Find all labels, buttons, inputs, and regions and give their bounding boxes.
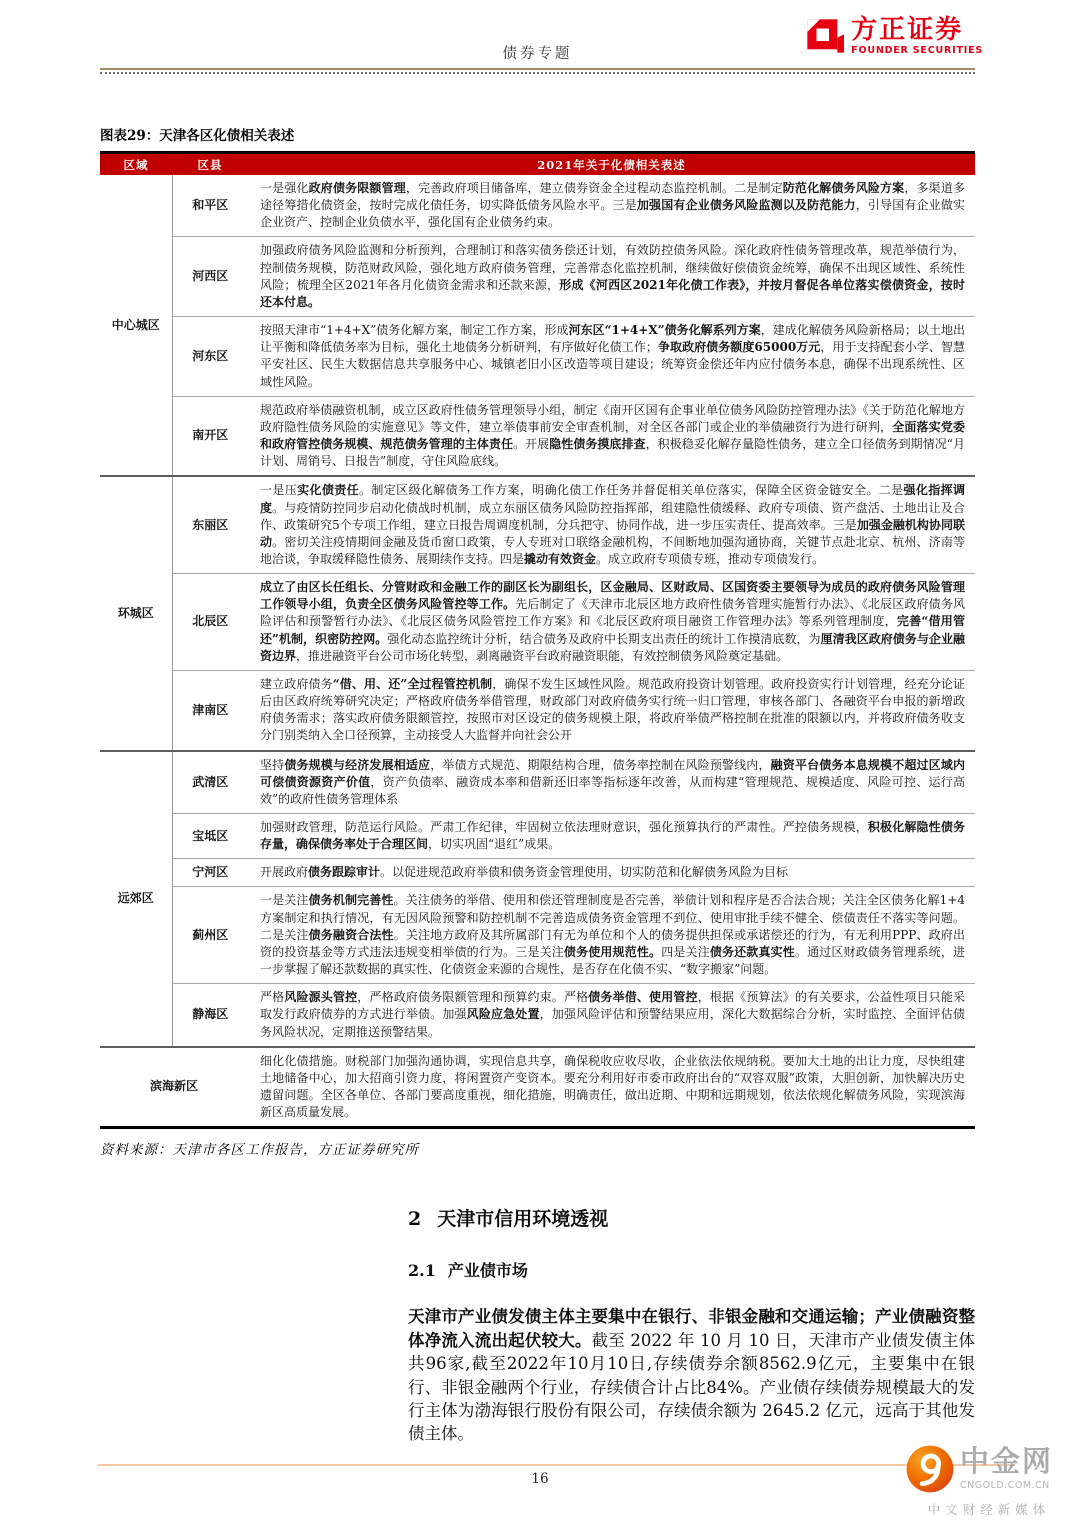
column-header-district: 区县 [172, 153, 248, 176]
header-rule-solid [100, 68, 975, 70]
table-body [100, 175, 975, 1128]
table-row [100, 887, 975, 984]
statement-cell: 坚持债务规模与经济发展相适应，举债方式规范、期限结构合理，债务率控制在风险预警线内，融资平台债务本息规模不超过区域内可偿债资源资产价值，资产负债率、融资成本率和借新还旧率等指标逐年改善，从而构建“管理规范、规模适度、风险可控、运行高效”的政府性债务管理体系 [248, 751, 975, 814]
district-cell: 武清区 [172, 751, 248, 814]
subsection-number: 2.1 [408, 1261, 436, 1281]
statement-cell: 加强政府债务风险监测和分析预判，合理制订和落实债务偿还计划，有效防控债务风险。深化政府性债务管理改革，规范举债行为，控制债务规模，防范财政风险，强化地方政府债务管理，完善常态化监控机制，继续做好偿债资金统筹，确保不出现区域性、系统性风险；梳理全区2021年各月化债资金需求和还款来源，形成《河西区2021年化债工作表》，并按月督促各单位落实偿债资金，按时还本付息。 [248, 237, 975, 317]
statement-cell: 严格风险源头管控，严格政府债务限额管理和预算约束。严格债务举借、使用管控，根据《预算法》的有关要求，公益性项目只能采取发行政府债券的方式进行举债。加强风险应急处置，加强风险评估和预警结果应用，深化大数据综合分析，实时监控、全面评估债务风险状况，定期推送预警结果。 [248, 984, 975, 1047]
section-title: 天津市信用环境透视 [437, 1208, 609, 1231]
table-row [100, 175, 975, 237]
table-row [100, 476, 975, 573]
table-row [100, 751, 975, 814]
founder-logo-text [851, 14, 983, 56]
founder-logo-cn: 方正证券 [851, 14, 964, 45]
district-cell: 河东区 [172, 317, 248, 397]
district-cell: 东丽区 [172, 476, 248, 573]
statement-cell: 一是关注债务机制完善性。关注债务的举借、使用和偿还管理制度是否完善，举债计划和程序是否合法合规；关注全区债务化解1+4方案制定和执行情况，有无因风险预警和防控机制不完善造成债务资金管理不到位、使用审批手续不健全、偿债责任不落实等问题。二是关注债务融资合法性。关注地方政府及其所属部门有无为单位和个人的债务提供担保或承诺偿还的行为，有无利用PPP、政府出资的投资基金等方式违法违规变相举债的行为。三是关注债务使用规范性。四是关注债务还款真实性。通过区财政债务管理系统，进一步掌握了解还款数据的真实性、化债资金来源的合规性，是否存在化债不实、“数字搬家”问题。 [248, 887, 975, 984]
column-header-statement: 2021年关于化债相关表述 [248, 153, 975, 176]
cngold-logo-icon [904, 1443, 956, 1495]
table-row [100, 670, 975, 750]
district-cell: 北辰区 [172, 574, 248, 671]
founder-logo-en: FOUNDER SECURITIES [851, 44, 983, 56]
district-cell: 蓟州区 [172, 887, 248, 984]
page-header [100, 0, 983, 74]
district-cell: 静海区 [172, 984, 248, 1047]
statement-cell: 按照天津市“1+4+X”债务化解方案，制定工作方案，形成河东区“1+4+X”债务化解系列方案，建成化解债务风险新格局；以土地出让平衡和降低债务率为目标，强化土地债务分析研判，有序做好化债工作；争取政府债务额度65000万元，用于支持配套小学、智慧平安社区、民生大数据信息共享服务中心、城镇老旧小区改造等项目建设；统筹资金偿还年内应付债务本息，确保不出现系统性、区域性风险。 [248, 317, 975, 397]
header-rule-dotted [100, 72, 975, 74]
cngold-watermark [904, 1443, 1074, 1518]
cngold-tagline: 中文财经新媒体 [927, 1502, 1051, 1517]
table-header-row [100, 153, 975, 176]
region-cell: 滨海新区 [100, 1047, 248, 1128]
district-cell: 南开区 [172, 396, 248, 476]
district-cell: 和平区 [192, 198, 229, 213]
section-heading [408, 1204, 975, 1231]
district-cell: 宝坻区 [172, 814, 248, 859]
district-cell: 河西区 [172, 237, 248, 317]
paragraph-lead: 天津市产业债发债主体主要集中在银行、非银金融和交通运输；产业债融资整体净流入流出起伏较大。 [408, 1307, 975, 1350]
table-row [100, 859, 975, 887]
region-cell: 环城区 [100, 476, 172, 750]
district-cell: 宁河区 [172, 859, 248, 887]
column-header-region: 区域 [100, 153, 172, 176]
district-cell: 津南区 [172, 670, 248, 750]
section-number: 2 [408, 1208, 422, 1231]
statement-cell: 规范政府举债融资机制，成立区政府性债务管理领导小组，制定《南开区国有企事业单位债务风险防控管理办法》《关于防范化解地方政府隐性债务风险的实施意见》等文件，建立举债事前安全审查机制，对全区各部门或企业的举债融资行为进行研判，全面落实党委和政府管控债务规模、规范债务管理的主体责任。开展隐性债务摸底排查，积极稳妥化解存量隐性债务，建立全口径债务到期情况“月计划、周销号、日报告”制度，守住风险底线。 [248, 396, 975, 476]
debt-measures-table [100, 151, 975, 1129]
statement-cell: 开展政府债务跟踪审计。以促进规范政府举债和债务资金管理使用，切实防范和化解债务风险为目标 [248, 859, 975, 887]
founder-logo-icon [804, 16, 844, 56]
source-note: 资料来源：天津市各区工作报告，方正证券研究所 [100, 1142, 419, 1159]
page-number: 16 [531, 1471, 549, 1487]
table-head [100, 153, 975, 176]
statement-cell: 建立政府债务“借、用、还”全过程管控机制，确保不发生区域性风险。规范政府投资计划管理。政府投资实行计划管理，经充分论证后由区政府统筹研究决定；严格政府债务举借管理，财政部门对政府债务实行统一归口管理，审核各部门、各融资平台申报的新增政府债务需求；落实政府债务限额管控，按照市对区设定的债务规模上限，将政府举债严格控制在批准的限额以内，并将政府债务收支分门别类纳入全口径预算，主动接受人大监督并向社会公开 [248, 670, 975, 750]
report-series-title: 债券专题 [502, 46, 573, 62]
table-row [100, 984, 975, 1047]
statement-cell: 一是强化政府债务限额管理，完善政府项目储备库，建立债券资金全过程动态监控机制。二是制定防范化解债务风险方案，多渠道多途径筹措化债资金，按时完成化债任务，切实降低债务风险水平。三是加强国有企业债务风险监测以及防范能力，引导国有企业做实企业资产、控制企业负债水平，强化国有企业债务约束。 [260, 181, 965, 230]
cngold-domain: CNGOLD.COM.CN [960, 1480, 1050, 1491]
table-row [100, 317, 975, 397]
statement-cell: 成立了由区长任组长、分管财政和金融工作的副区长为副组长，区金融局、区财政局、区国资委主要领导为成员的政府债务风险管理工作领导小组，负责全区债务风险管控等工作。先后制定了《天津市北辰区地方政府性债务管理实施暂行办法》、《北辰区政府债务风险评估和预警暂行办法》、《北辰区债务风险管控工作方案》和《北辰区政府项目融资工作管理办法》等系列管理制度，完善“借用管还”机制，织密防控网。强化动态监控统计分析，结合债务及政府中长期支出责任的统计工作摸清底数，为厘清我区政府债务与企业融资边界，推进融资平台公司市场化转型，剥离融资平台政府融资职能，有效控制债务风险奠定基础。 [248, 574, 975, 671]
cngold-name: 中金网 [960, 1444, 1054, 1478]
subsection-title: 产业债市场 [447, 1261, 528, 1281]
footer-rule [98, 1464, 1015, 1466]
region-cell: 远郊区 [100, 751, 172, 1047]
region-cell: 中心城区 [100, 175, 172, 476]
statement-cell: 加强财政管理，防范运行风险。严肃工作纪律，牢固树立依法理财意识，强化预算执行的严肃性。严控债务规模，积极化解隐性债务存量，确保债务率处于合理区间，切实巩固“退红”成果。 [248, 814, 975, 859]
table-row [100, 814, 975, 859]
statement-cell: 细化化债措施。财税部门加强沟通协调，实现信息共享，确保税收应收尽收，企业依法依规纳税。要加大土地的出让力度，尽快组建土地储备中心，加大招商引资力度，将闲置资产变资本。要充分利用好市委市政府出台的“双容双服”政策，大胆创新，加快解决历史遗留问题。全区各单位、各部门要高度重视，细化措施，明确责任，做出近期、中期和远期规划，依法依规化解债务风险，实现滨海新区高质量发展。 [248, 1047, 975, 1128]
body-paragraph [408, 1305, 975, 1446]
statement-cell: 一是压实化债责任。制定区级化解债务工作方案，明确化债工作任务并督促相关单位落实，保障全区资金链安全。二是强化指挥调度。与疫情防控同步启动化债战时机制，成立东丽区债务风险防控指挥部，组建隐性债缓释、政府专项债、资产盘活、土地出让及合作、政策研究5个专项工作组，建立日报告周调度机制，分兵把守、协同作战，进一步压实责任、提高效率。三是加强金融机构协同联动。密切关注疫情期间金融及货币窗口政策，专人专班对口联络金融机构，不间断地加强沟通协商，关键节点赴北京、杭州、济南等地洽谈，争取缓释隐性债务、展期续作支持。四是撬动有效资金。成立政府专项债专班，推动专项债发行。 [248, 476, 975, 573]
table-row [100, 237, 975, 317]
founder-securities-logo [804, 16, 983, 56]
table-row [100, 1047, 975, 1128]
table-row [100, 574, 975, 671]
figure-title: 图表29：天津各区化债相关表述 [100, 128, 295, 144]
content-column [100, 0, 983, 1446]
table-row [100, 396, 975, 476]
body-section [408, 1204, 975, 1446]
paragraph-rest: 截至 2022 年 10 月 10 日，天津市产业债发债主体共96家,截至2022年10月10日,存续债券余额8562.9亿元，主要集中在银行、非银金融两个行业，存续债合计占比84%。产业债存续债券规模最大的发行主体为渤海银行股份有限公司，存续债余额为 2645.2 亿元，远高于其他发债主体。 [408, 1330, 976, 1444]
subsection-heading [408, 1258, 975, 1281]
